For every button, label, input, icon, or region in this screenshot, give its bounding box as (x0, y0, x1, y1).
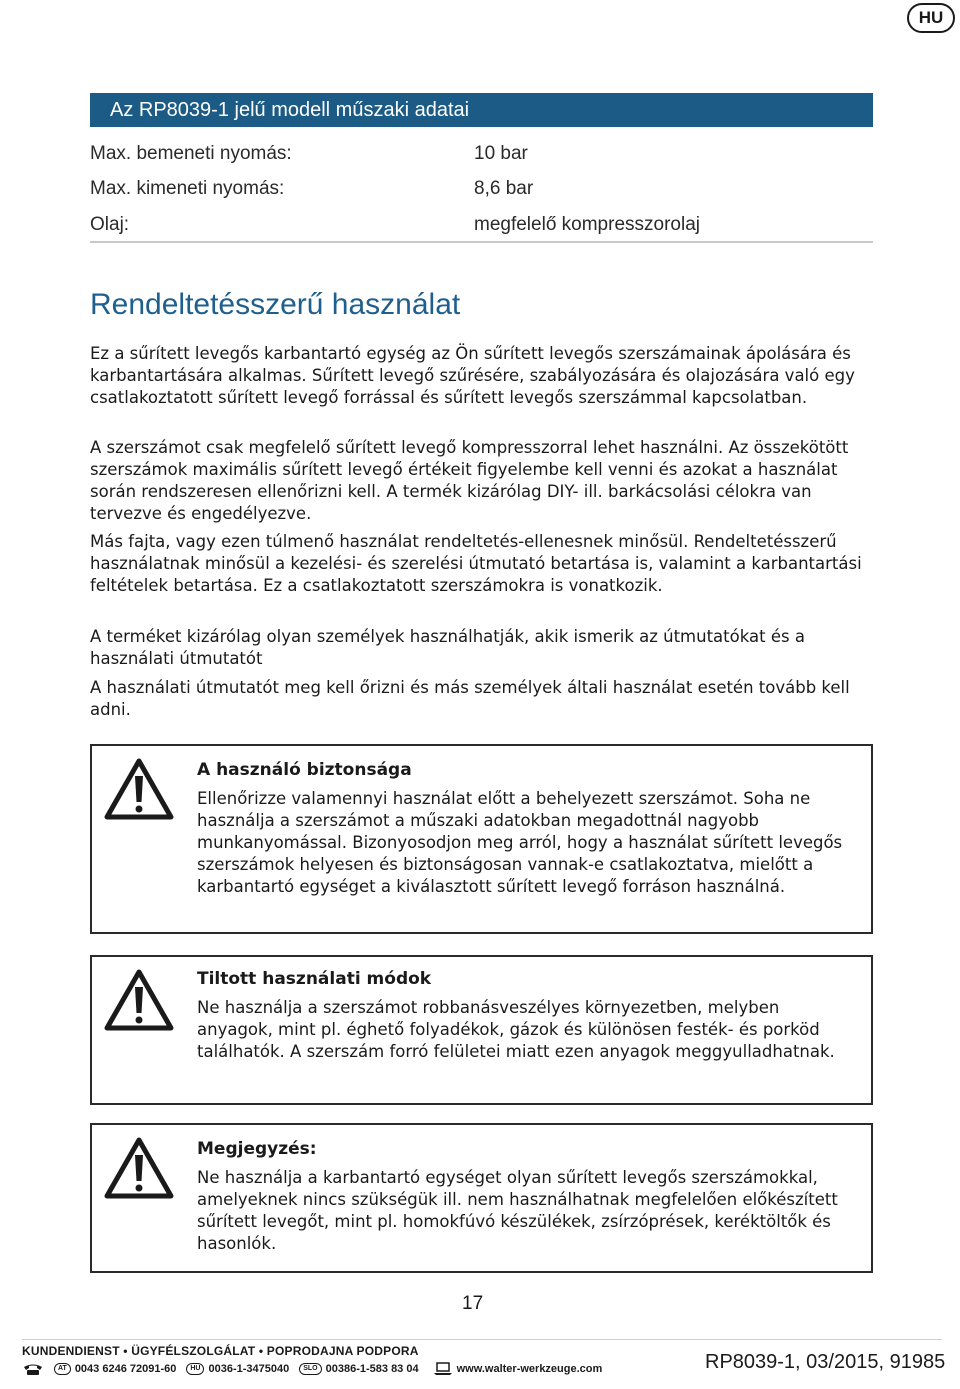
paragraph-text: A használati útmutatót meg kell őrizni és más személyek általi használat esetén tovább kell adni. (90, 678, 850, 719)
warning-title: Megjegyzés: (197, 1139, 317, 1159)
warning-triangle-icon (104, 1137, 174, 1199)
spec-label: Max. kimeneti nyomás: (90, 178, 285, 199)
phone-icon (22, 1362, 44, 1376)
laptop-icon (433, 1362, 453, 1376)
warning-box (90, 1123, 873, 1273)
footer-divider (22, 1339, 942, 1340)
warning-text: Ellenőrizze valamennyi használat előtt a behelyezett szerszámot. Soha ne használja a szerszámot a műszaki adatokban megadottnál nagyobb munkanyomással. Bizonyosodjon meg arról, hogy a használat sűrített levegős szerszámok helyesen és biztonságosan vannak-e csatlakoztatva, mielőtt a karbantartó egységet a kiválasztott sűrített levegő forráson használná. (197, 789, 843, 896)
spec-value: megfelelő kompresszorolaj (474, 214, 700, 235)
country-code-badge: HU (186, 1363, 204, 1375)
paragraph-text: Más fajta, vagy ezen túlmenő használat rendeltetés-ellenesnek minősül. Rendeltetésszerű használatnak minősül a kezelési- és szerelési útmutató betartása is, valamint a karbantartási feltételek betartása. Ez a csatlakoztatott szerszámokra is vonatkozik. (90, 532, 862, 595)
country-code-badge: SLO (299, 1363, 321, 1375)
page-number: 17 (462, 1293, 484, 1314)
paragraph (90, 531, 880, 597)
paragraph (90, 343, 880, 409)
warning-title: Tiltott használati módok (197, 969, 432, 989)
warning-title: A használó biztonsága (197, 760, 412, 780)
paragraph (90, 677, 880, 721)
paragraph-text: A terméket kizárólag olyan személyek használhatják, akik ismerik az útmutatókat és a használati útmutatót (90, 627, 805, 668)
paragraph (90, 626, 880, 670)
document-code: RP8039-1, 03/2015, 91985 (705, 1351, 946, 1373)
warning-text: Ne használja a szerszámot robbanásveszélyes környezetben, melyben anyagok, mint pl. éghető folyadékok, gázok és különösen festék- és porköd találhatók. A szerszám forró felületei miatt ezen anyagok meggyulladhatnak. (197, 998, 835, 1061)
phone-number: 0036-1-3475040 (208, 1363, 290, 1375)
divider (90, 241, 873, 243)
paragraph-text: Ez a sűrített levegős karbantartó egység az Ön sűrített levegős szerszámainak ápolására és karbantartására alkalmas. Sűrített levegő szűrésére, szabályozására és olajozására való egy csatlakoztatott sűrített levegő forrással és sűrített levegős szerszámmal kapcsolatban. (90, 344, 855, 407)
website-link[interactable]: www.walter-werkzeuge.com (456, 1363, 603, 1375)
section-title: Rendeltetésszerű használat (90, 288, 461, 321)
phone-number: 0043 6246 72091-60 (74, 1363, 177, 1375)
warning-box (90, 744, 873, 934)
spec-value: 10 bar (474, 143, 528, 164)
warning-box (90, 955, 873, 1105)
country-code-badge: AT (54, 1363, 71, 1375)
footer-phones (22, 1362, 602, 1376)
language-badge: HU (907, 3, 955, 33)
spec-value: 8,6 bar (474, 178, 534, 199)
spec-label: Olaj: (90, 214, 130, 235)
phone-number: 00386-1-583 83 04 (325, 1363, 419, 1375)
specs-header: Az RP8039-1 jelű modell műszaki adatai (90, 93, 873, 127)
paragraph-text: A szerszámot csak megfelelő sűrített levegő kompresszorral lehet használni. Az összekötött szerszámok maximális sűrített levegő értékeit figyelembe kell venni és azokat a használat során rendszeresen ellenőrizni kell. A termék kizárólag DIY- ill. barkácsolási célokra van tervezve és engedélyezve. (90, 438, 849, 523)
warning-triangle-icon (104, 969, 174, 1031)
footer-service-title: KUNDENDIENST • ÜGYFÉLSZOLGÁLAT • POPRODAJNA PODPORA (22, 1344, 419, 1358)
warning-text: Ne használja a karbantartó egységet olyan sűrített levegős szerszámokkal, amelyeknek nincs szükségük ill. nem használhatnak megfelelően előkészített sűrített levegőt, mint pl. homokfúvó készülékek, zsírzóprések, keréktöltők és hasonlók. (197, 1168, 838, 1253)
warning-triangle-icon (104, 758, 174, 820)
spec-label: Max. bemeneti nyomás: (90, 143, 292, 164)
paragraph (90, 437, 880, 525)
